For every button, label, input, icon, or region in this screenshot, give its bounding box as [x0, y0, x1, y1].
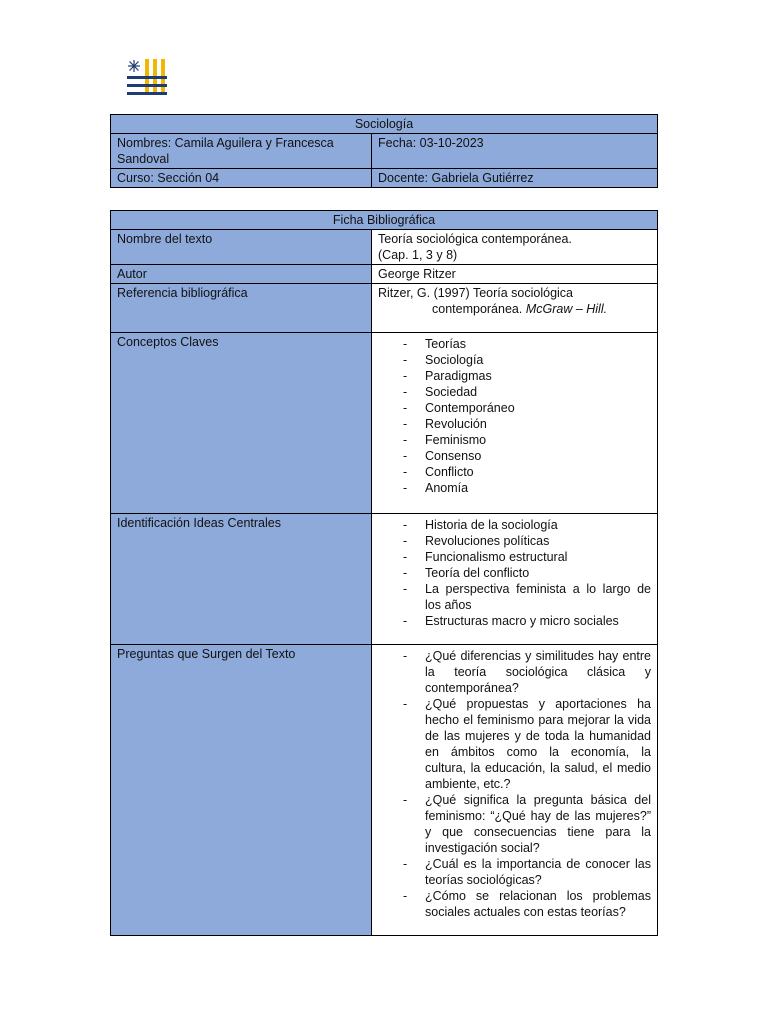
concepts-cell: [372, 333, 658, 514]
idea-item: - Teoría del conflicto: [378, 565, 651, 581]
course-section: Curso: Sección 04: [111, 169, 372, 188]
student-names: Nombres: Camila Aguilera y Francesca Sandoval: [111, 134, 372, 169]
concepts-label: Conceptos Claves: [111, 333, 372, 514]
concept-item: - Contemporáneo: [378, 400, 651, 416]
concept-item: - Feminismo: [378, 432, 651, 448]
text-name-title: Teoría sociológica contemporánea.: [378, 232, 572, 246]
ficha-title: Ficha Bibliográfica: [111, 211, 658, 230]
ideas-label: Identificación Ideas Centrales: [111, 514, 372, 645]
course-info-table: [110, 114, 658, 188]
idea-item: - Funcionalismo estructural: [378, 549, 651, 565]
concept-item: - Paradigmas: [378, 368, 651, 384]
concept-item: - Consenso: [378, 448, 651, 464]
author-label: Autor: [111, 265, 372, 284]
questions-list: [378, 648, 651, 920]
concepts-list: [378, 336, 651, 496]
text-name-label: Nombre del texto: [111, 230, 372, 265]
author-value: George Ritzer: [372, 265, 658, 284]
bibliographic-record-table: [110, 210, 658, 936]
idea-item: - La perspectiva feminista a lo largo de los años: [378, 581, 651, 613]
date-field: Fecha: 03-10-2023: [372, 134, 658, 169]
concept-item: - Sociedad: [378, 384, 651, 400]
teacher-name: Docente: Gabriela Gutiérrez: [372, 169, 658, 188]
concept-item: - Revolución: [378, 416, 651, 432]
reference-text: Ritzer, G. (1997) Teoría sociológica contemporánea.: [378, 286, 574, 316]
question-item: - ¿Cómo se relacionan los problemas sociales actuales con estas teorías?: [378, 888, 651, 920]
concept-item: - Sociología: [378, 352, 651, 368]
idea-item: - Estructuras macro y micro sociales: [378, 613, 651, 629]
reference-publisher: McGraw – Hill.: [525, 302, 608, 316]
question-item: - ¿Cuál es la importancia de conocer las teorías sociológicas?: [378, 856, 651, 888]
text-name-value: [372, 230, 658, 265]
concept-item: - Anomía: [378, 480, 651, 496]
ideas-list: [378, 517, 651, 629]
reference-label: Referencia bibliográfica: [111, 284, 372, 333]
idea-item: - Revoluciones políticas: [378, 533, 651, 549]
question-item: - ¿Qué propuestas y aportaciones ha hecho el feminismo para mejorar la vida de las mujeres y de toda la humanidad en ámbitos como la economía, la cultura, la educación, la salud, el medio ambiente, etc.?: [378, 696, 651, 792]
reference-value: [372, 284, 658, 333]
ideas-cell: [372, 514, 658, 645]
concept-item: - Teorías: [378, 336, 651, 352]
idea-item: - Historia de la sociología: [378, 517, 651, 533]
course-title: Sociología: [111, 115, 658, 134]
question-item: - ¿Qué diferencias y similitudes hay entre la teoría sociológica clásica y contemporánea?: [378, 648, 651, 696]
text-name-chapters: (Cap. 1, 3 y 8): [378, 248, 458, 262]
questions-cell: [372, 645, 658, 936]
questions-label: Preguntas que Surgen del Texto: [111, 645, 372, 936]
question-item: - ¿Qué significa la pregunta básica del feminismo: “¿Qué hay de las mujeres?” y que consecuencias tiene para la investigación social?: [378, 792, 651, 856]
university-logo-icon: [127, 59, 169, 99]
concept-item: - Conflicto: [378, 464, 651, 480]
